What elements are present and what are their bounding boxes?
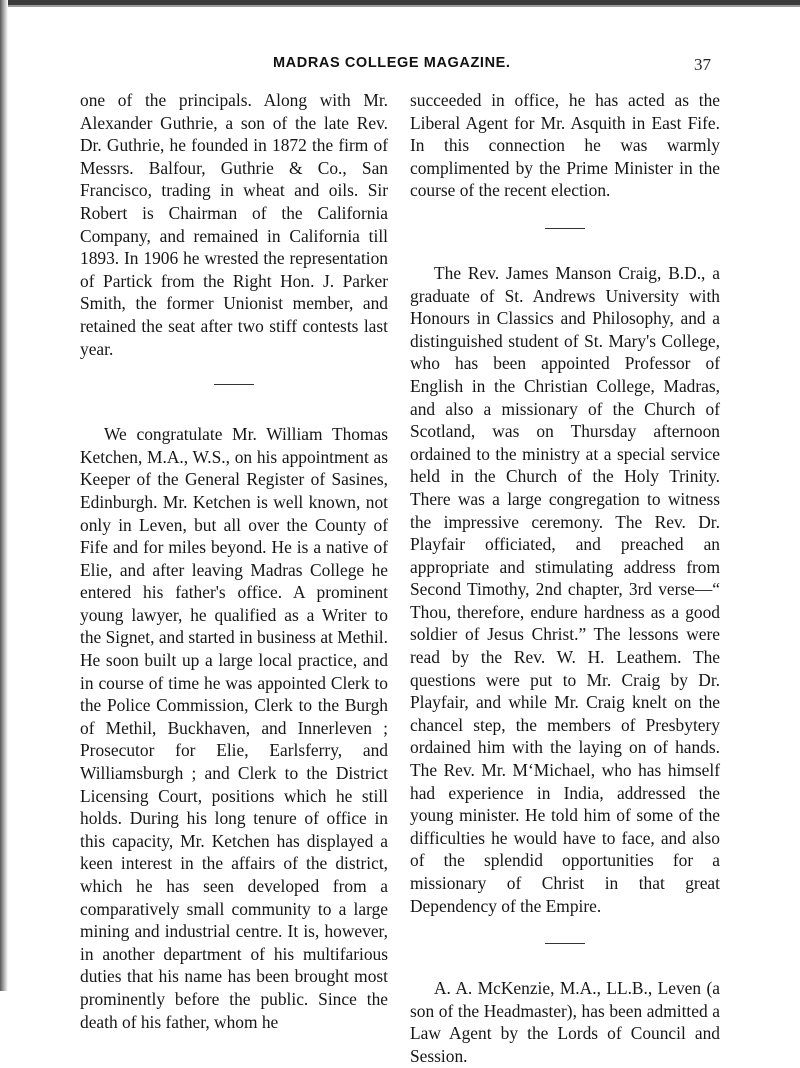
- page-top-shadow: [0, 5, 800, 7]
- page-number: 37: [694, 55, 711, 74]
- right-column: [410, 89, 720, 1068]
- spacer: [410, 944, 720, 977]
- page-binding-shadow: [0, 0, 8, 991]
- spacer: [410, 202, 720, 228]
- paragraph-ketchen: We congratulate Mr. William Thomas Ketchen, M.A., W.S., on his appointment as Keeper of the General Register of Sasines, Edinburgh. Mr. Ketchen is well known, not only in Leven, but all over the County of Fife and for miles beyond. He is a native of Elie, and after leaving Madras College he entered his father's office. A prominent young lawyer, he qualified as a Writer to the Signet, and started in business at Methil. He soon built up a large local practice, and in course of time he was appointed Clerk to the Police Commission, Clerk to the Burgh of Methil, Buckhaven, and Innerleven ; Prosecutor for Elie, Earlsferry, and Williamsburgh ; and Clerk to the District Licensing Court, positions which he still holds. During his long tenure of office in this capacity, Mr. Ketchen has displayed a keen interest in the affairs of the district, which he has seen developed from a comparatively small community to a large mining and industrial centre. It is, however, in another department of his multifarious duties that his name has been brought most prominently before the public. Since the death of his father, whom he: [80, 424, 388, 1032]
- paragraph-mckenzie: A. A. McKenzie, M.A., LL.B., Leven (a son of the Headmaster), has been admitted a Law Agent by the Lords of Council and Session.: [410, 978, 720, 1066]
- spacer: [410, 917, 720, 943]
- paragraph-craig: The Rev. James Manson Craig, B.D., a graduate of St. Andrews University with Honours in Classics and Philosophy, and a distinguished student of St. Mary's College, who has been appointed Professor of English in the Christian College, Madras, and also a missionary of the Church of Scotland, was on Thursday afternoon ordained to the ministry at a special service held in the Church of the Holy Trinity. There was a large congregation to witness the impressive ceremony. The Rev. Dr. Playfair officiated, and preached an appropriate and stimulating address from Second Timothy, 2nd chapter, 3rd verse—“ Thou, therefore, endure hardness as a good soldier of Jesus Christ.” The lessons were read by the Rev. W. H. Leathem. The questions were put to Mr. Craig by Dr. Playfair, and while Mr. Craig knelt on the chancel step, the members of Presbytery ordained him with the laying on of hands. The Rev. Mr. M‘Michael, who has himself had experience in India, addressed the young minister. He told him of some of the difficulties he would have to face, and also of the splendid opportunities for a missionary of Christ in that great Dependency of the Empire.: [410, 262, 720, 916]
- running-header-title: MADRAS COLLEGE MAGAZINE.: [273, 55, 511, 71]
- spacer: [410, 229, 720, 262]
- paragraph-ketchen-continued: succeeded in office, he has acted as the Liberal Agent for Mr. Asquith in East Fife. In this connection he was warmly complimented by the Prime Minister in the course of the recent election.: [410, 90, 720, 201]
- spacer: [80, 360, 388, 384]
- left-column: [80, 89, 388, 1033]
- paragraph-guthrie-continued: one of the principals. Along with Mr. Alexander Guthrie, a son of the late Rev. Dr. Guthrie, he founded in 1872 the firm of Messrs. Balfour, Guthrie & Co., San Francisco, trading in wheat and oils. Sir Robert is Chairman of the California Company, and remained in California till 1893. In 1906 he wrested the representation of Partick from the Right Hon. J. Parker Smith, the former Unionist member, and retained the seat after two stiff contests last year.: [80, 90, 388, 359]
- spacer: [80, 385, 388, 423]
